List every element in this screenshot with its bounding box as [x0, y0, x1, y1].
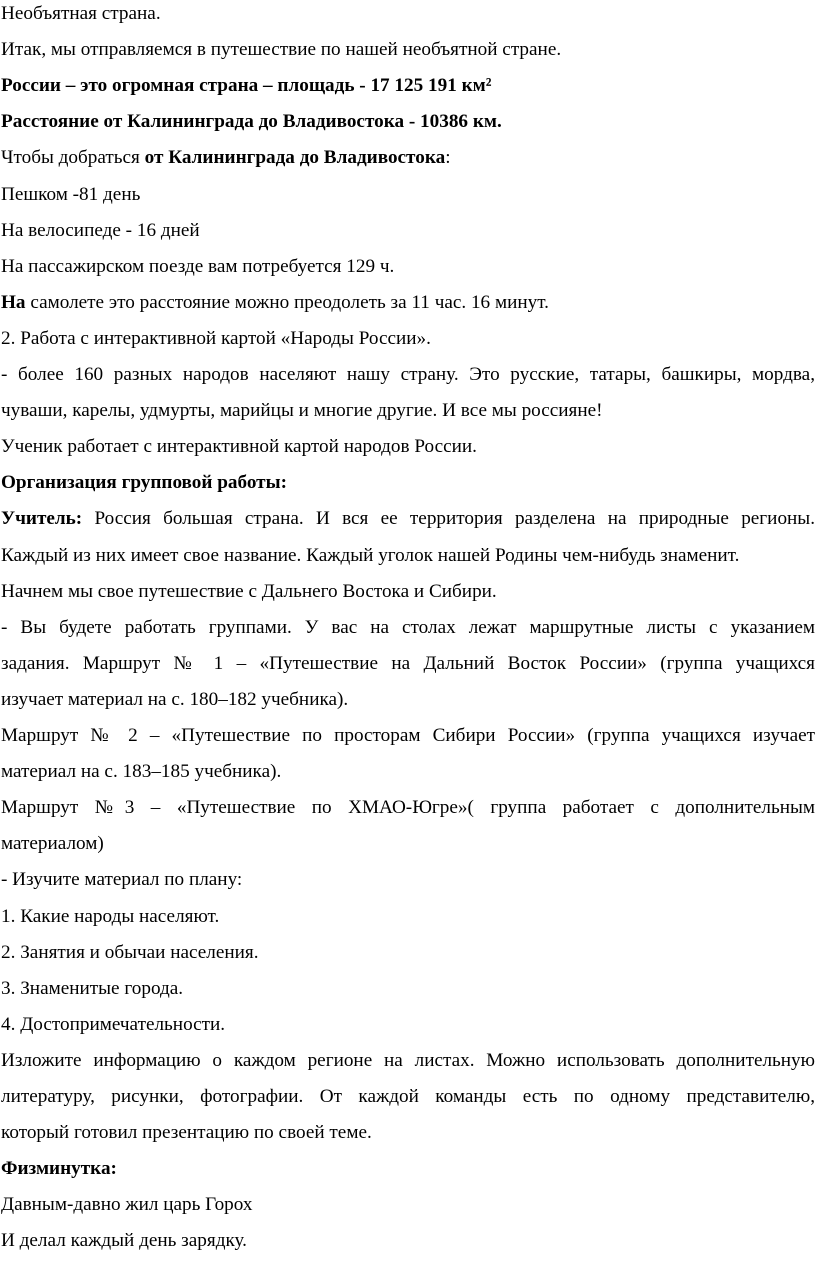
text-run: который готовил презентацию по своей теме. — [1, 1122, 372, 1144]
text-run: Начнем мы свое путешествие с Дальнего Востока и Сибири. — [1, 580, 497, 602]
text-run: - Вы будете работать группами. У вас на столах лежат маршрутные листы с указанием — [1, 616, 815, 638]
text-line — [1, 1013, 225, 1037]
text-line — [1, 507, 815, 531]
text-run: Россия большая страна. И вся ее территория разделена на природные регионы. — [82, 508, 815, 530]
bold-text-run: Учитель: — [1, 508, 83, 530]
text-line — [1, 652, 815, 676]
bold-text-run: На — [1, 291, 26, 313]
text-line — [1, 616, 815, 640]
text-line — [1, 399, 603, 423]
text-line — [1, 74, 491, 98]
text-line — [1, 977, 183, 1001]
text-run: Давным-давно жил царь Горох — [1, 1194, 253, 1216]
bold-text-run: Организация групповой работы: — [1, 472, 287, 494]
text-run: И делал каждый день зарядку. — [1, 1230, 247, 1252]
text-line — [1, 580, 497, 604]
text-line — [1, 291, 549, 315]
text-line — [1, 327, 431, 351]
text-line — [1, 1157, 117, 1181]
text-line — [1, 905, 219, 929]
text-line — [1, 1229, 247, 1253]
text-line — [1, 1049, 815, 1073]
text-line — [1, 724, 815, 748]
text-line — [1, 868, 242, 892]
text-line — [1, 146, 451, 170]
text-run: Пешком -81 день — [1, 183, 141, 205]
text-run: На пассажирском поезде вам потребуется 129 ч. — [1, 255, 395, 277]
text-run: Каждый из них имеет свое название. Каждый уголок нашей Родины чем-нибудь знаменит. — [1, 544, 740, 566]
text-run: чуваши, карелы, удмурты, марийцы и многие другие. И все мы россияне! — [1, 400, 603, 422]
text-line — [1, 760, 281, 784]
text-line — [1, 688, 348, 712]
text-line — [1, 941, 259, 965]
text-run: литературу, рисунки, фотографии. От каждой команды есть по одному представителю, — [1, 1086, 815, 1107]
text-run: 2. Занятия и обычаи населения. — [1, 941, 259, 963]
text-run: материал на с. 183–185 учебника). — [1, 761, 282, 783]
text-run: Ученик работает с интерактивной картой народов России. — [1, 436, 477, 458]
text-run: - Изучите материал по плану: — [1, 869, 243, 891]
text-run: Маршрут №3 – «Путешествие по ХМАО-Югре»( группа работает с дополнительным — [1, 797, 815, 819]
text-run: Чтобы добраться — [1, 147, 145, 169]
text-line — [1, 544, 739, 568]
bold-text-run: России – это огромная страна – площадь - 17 125 191 км² — [1, 75, 492, 97]
text-run: - более 160 разных народов населяют нашу страну. Это русские, татары, башкиры, мордва, — [1, 364, 815, 385]
text-run: 2. Работа с интерактивной картой «Народы России». — [1, 327, 431, 349]
text-run: самолете это расстояние можно преодолеть за 11 час. 16 минут. — [25, 291, 549, 313]
text-line — [1, 255, 394, 279]
text-line — [1, 2, 161, 26]
text-line — [1, 435, 477, 459]
text-run: : — [445, 147, 451, 169]
text-line — [1, 1121, 372, 1145]
text-run: материалом) — [1, 833, 104, 855]
text-run: Необъятная страна. — [1, 3, 161, 24]
bold-text-run: от Калининграда до Владивостока — [144, 147, 446, 169]
text-run: На велосипеде - 16 дней — [1, 219, 200, 241]
bold-text-run: Физминутка: — [1, 1158, 117, 1180]
text-line — [1, 1193, 252, 1217]
text-line — [1, 363, 815, 387]
text-run: 4. Достопримечательности. — [1, 1013, 226, 1035]
text-run: Маршрут № 2 – «Путешествие по просторам Сибири России» (группа учащихся изучает — [1, 725, 815, 746]
text-run: задания. Маршрут № 1 – «Путешествие на Дальний Восток России» (группа учащихся — [1, 652, 815, 674]
text-run: Изложите информацию о каждом регионе на листах. Можно использовать дополнительную — [1, 1049, 815, 1071]
text-line — [1, 1085, 815, 1109]
text-run: 1. Какие народы населяют. — [1, 905, 220, 927]
bold-text-run: Расстояние от Калининграда до Владивостока - 10386 км. — [1, 111, 502, 133]
text-line — [1, 38, 561, 62]
text-line — [1, 832, 104, 856]
text-line — [1, 796, 815, 820]
text-line — [1, 471, 287, 495]
text-line — [1, 110, 502, 134]
text-run: изучает материал на с. 180–182 учебника). — [1, 688, 349, 710]
text-run: 3. Знаменитые города. — [1, 977, 184, 999]
text-run: Итак, мы отправляемся в путешествие по нашей необъятной стране. — [1, 39, 562, 61]
text-line — [1, 219, 200, 243]
text-line — [1, 183, 140, 207]
